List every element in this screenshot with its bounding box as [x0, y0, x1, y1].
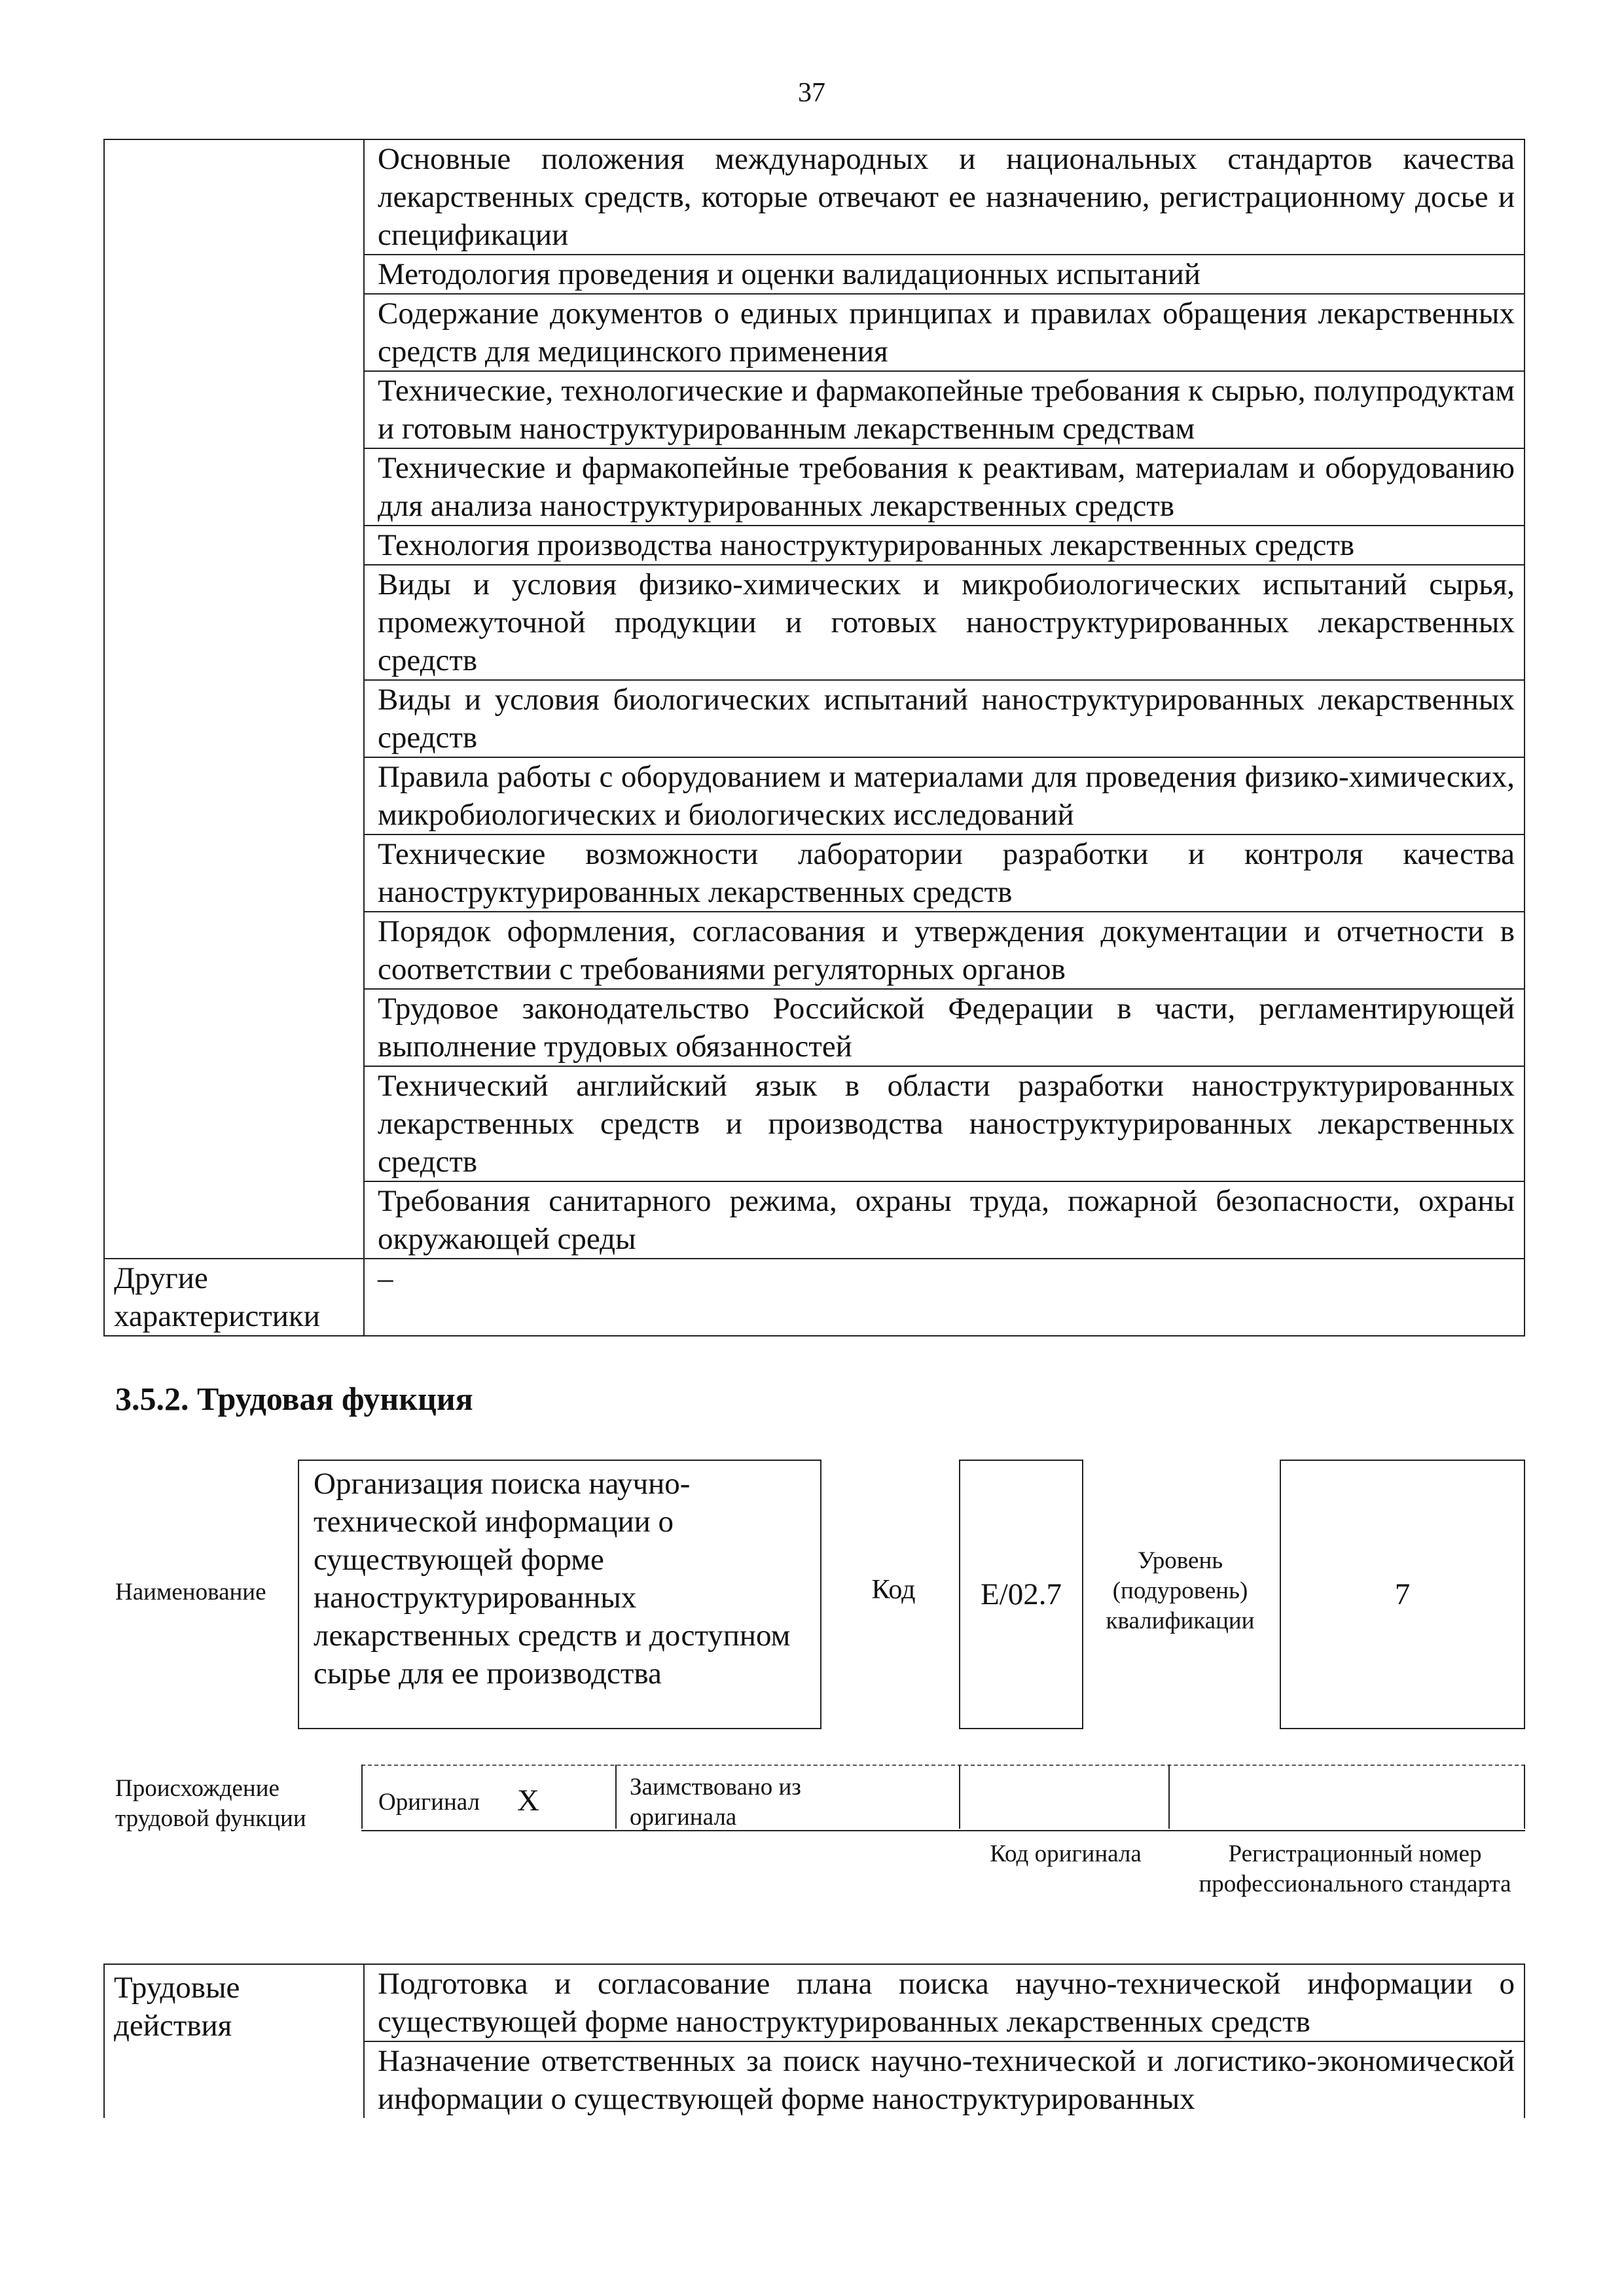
function-name-box: Организация поиска научно-технической информации о существующей форме наноструктурированных лекарственных средств и доступном сырье для ее производства — [298, 1460, 821, 1729]
knowledge-item: Содержание документов о единых принципах и правилах обращения лекарственных средств для медицинского применения — [364, 294, 1525, 371]
knowledge-item: Технология производства наноструктурированных лекарственных средств — [364, 526, 1525, 565]
origin-label: Происхождение трудовой функции — [115, 1775, 306, 1832]
knowledge-item: Виды и условия физико-химических и микробиологических испытаний сырья, промежуточной продукции и готовых наноструктурированных лекарственных средств — [364, 565, 1525, 680]
knowledge-item: Методология проведения и оценки валидационных испытаний — [364, 255, 1525, 294]
page-number: 37 — [798, 78, 825, 108]
origin-divider — [1168, 1765, 1170, 1829]
labor-action-item: Назначение ответственных за поиск научно-технической и логистико-экономической информации о существующей форме наноструктурированных — [364, 2041, 1525, 2118]
table-row — [104, 1964, 1525, 2041]
knowledge-label-cell — [104, 139, 364, 1259]
knowledge-item: Правила работы с оборудованием и материалами для проведения физико-химических, микробиологических и биологических исследований — [364, 757, 1525, 834]
labor-action-item: Подготовка и согласование плана поиска научно-технической информации о существующей форме наноструктурированных лекарственных средств — [364, 1964, 1525, 2041]
origin-divider — [959, 1765, 960, 1829]
other-characteristics-label: Другие характеристики — [104, 1259, 364, 1336]
labor-actions-label: Трудовые действия — [104, 1964, 364, 2118]
labor-actions-table — [103, 1964, 1525, 2118]
knowledge-item: Основные положения международных и национальных стандартов качества лекарственных средств, которые отвечают ее назначению, регистрационному досье и спецификации — [364, 139, 1525, 255]
knowledge-item: Трудовое законодательство Российской Федерации в части, регламентирующей выполнение трудовых обязанностей — [364, 989, 1525, 1066]
knowledge-item: Технические возможности лаборатории разработки и контроля качества наноструктурированных лекарственных средств — [364, 834, 1525, 912]
original-mark: X — [517, 1784, 539, 1818]
table-row — [104, 1259, 1525, 1336]
knowledge-item: Технические и фармакопейные требования к реактивам, материалам и оборудованию для анализа наноструктурированных лекарственных средств — [364, 448, 1525, 526]
section-title: 3.5.2. Трудовая функция — [115, 1380, 473, 1417]
table-row — [104, 139, 1525, 255]
qualification-level-label: Уровень (подуровень) квалификации — [1106, 1547, 1255, 1634]
registration-number-caption: Регистрационный номер профессионального стандарта — [1199, 1840, 1511, 1897]
knowledge-item: Технический английский язык в области разработки наноструктурированных лекарственных средств и производства наноструктурированных лекарственных средств — [364, 1066, 1525, 1181]
knowledge-item: Порядок оформления, согласования и утверждения документации и отчетности в соответствии с требованиями регуляторных органов — [364, 912, 1525, 989]
other-characteristics-value: – — [364, 1259, 1525, 1336]
code-original-caption: Код оригинала — [990, 1840, 1142, 1867]
original-label: Оригинал — [378, 1789, 480, 1816]
borrowed-label: Заимствовано из оригинала — [630, 1774, 801, 1831]
qualification-level-box: 7 — [1280, 1460, 1525, 1729]
origin-divider — [1524, 1765, 1525, 1829]
origin-divider — [615, 1765, 617, 1829]
knowledge-item: Виды и условия биологических испытаний наноструктурированных лекарственных средств — [364, 680, 1525, 757]
knowledge-item: Технические, технологические и фармакопейные требования к сырью, полупродуктам и готовым наноструктурированным лекарственным средствам — [364, 371, 1525, 448]
origin-divider — [361, 1765, 363, 1829]
name-label: Наименование — [115, 1579, 266, 1605]
knowledge-table — [103, 139, 1525, 1336]
knowledge-item: Требования санитарного режима, охраны труда, пожарной безопасности, охраны окружающей среды — [364, 1181, 1525, 1259]
code-label: Код — [871, 1575, 916, 1605]
function-code-box: E/02.7 — [959, 1460, 1083, 1729]
